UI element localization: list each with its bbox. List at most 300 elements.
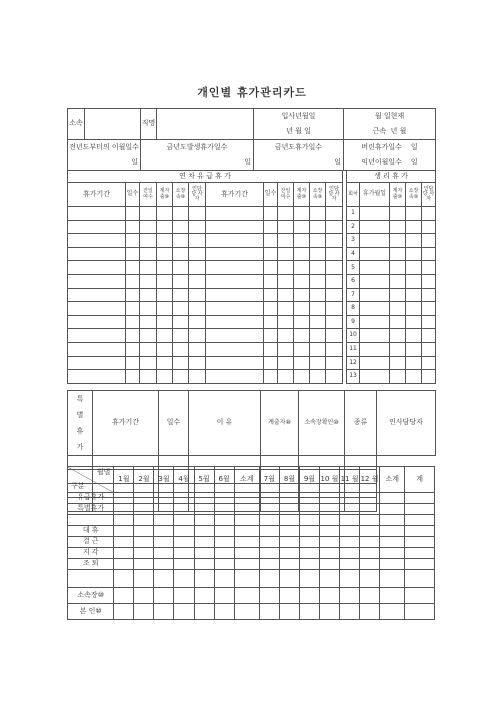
monthly-cell[interactable]: [279, 526, 299, 537]
monthly-cell[interactable]: [214, 537, 234, 548]
monthly-cell[interactable]: [380, 504, 405, 515]
annual-leave-cell[interactable]: [173, 370, 189, 384]
monthly-cell[interactable]: [319, 526, 339, 537]
annual-leave-cell[interactable]: [326, 288, 343, 302]
annual-leave-cell[interactable]: [278, 274, 294, 288]
annual-leave-cell[interactable]: [68, 247, 126, 261]
annual-leave-cell[interactable]: [326, 302, 343, 316]
monthly-cell[interactable]: [174, 493, 194, 504]
monthly-cell[interactable]: [380, 515, 405, 526]
annual-leave-cell[interactable]: [126, 220, 140, 234]
annual-leave-cell[interactable]: [326, 315, 343, 329]
annual-leave-cell[interactable]: [294, 261, 310, 275]
physio-leave-cell[interactable]: [360, 247, 390, 261]
next-year-unit[interactable]: 일: [410, 158, 418, 166]
monthly-cell[interactable]: [114, 515, 134, 526]
physio-leave-cell[interactable]: [360, 207, 390, 221]
annual-leave-cell[interactable]: [310, 274, 326, 288]
physio-leave-cell[interactable]: [390, 261, 406, 275]
monthly-cell[interactable]: [194, 526, 214, 537]
monthly-cell[interactable]: [340, 493, 360, 504]
monthly-cell[interactable]: [279, 604, 299, 620]
annual-leave-cell[interactable]: [278, 315, 294, 329]
monthly-cell[interactable]: [234, 570, 259, 588]
physio-leave-cell[interactable]: [390, 220, 406, 234]
monthly-cell[interactable]: [214, 604, 234, 620]
annual-leave-cell[interactable]: [264, 288, 278, 302]
annual-leave-cell[interactable]: [310, 302, 326, 316]
monthly-cell[interactable]: [340, 604, 360, 620]
monthly-cell[interactable]: [259, 515, 279, 526]
monthly-cell[interactable]: [279, 493, 299, 504]
annual-leave-cell[interactable]: [140, 207, 157, 221]
annual-leave-cell[interactable]: [157, 302, 173, 316]
annual-leave-cell[interactable]: [206, 261, 264, 275]
hire-date-value[interactable]: 년 월 일: [286, 127, 311, 135]
physio-leave-cell[interactable]: [360, 288, 390, 302]
annual-leave-cell[interactable]: [126, 356, 140, 370]
annual-leave-cell[interactable]: [206, 288, 264, 302]
annual-leave-cell[interactable]: [68, 261, 126, 275]
monthly-cell[interactable]: [234, 504, 259, 515]
monthly-cell[interactable]: [194, 559, 214, 570]
monthly-cell[interactable]: [380, 604, 405, 620]
physio-leave-cell[interactable]: [390, 370, 406, 384]
monthly-cell[interactable]: [380, 526, 405, 537]
annual-leave-cell[interactable]: [173, 234, 189, 248]
monthly-cell[interactable]: [259, 526, 279, 537]
monthly-cell[interactable]: [134, 604, 154, 620]
monthly-cell[interactable]: [299, 537, 319, 548]
physio-leave-cell[interactable]: [390, 315, 406, 329]
monthly-cell[interactable]: [360, 515, 380, 526]
annual-leave-cell[interactable]: [294, 207, 310, 221]
annual-leave-cell[interactable]: [189, 234, 206, 248]
annual-leave-cell[interactable]: [68, 288, 126, 302]
monthly-cell[interactable]: [259, 604, 279, 620]
this-year-unit[interactable]: 일: [244, 158, 251, 166]
monthly-cell[interactable]: [405, 515, 435, 526]
monthly-cell[interactable]: [234, 515, 259, 526]
annual-leave-cell[interactable]: [206, 356, 264, 370]
physio-leave-cell[interactable]: [406, 342, 422, 356]
monthly-cell[interactable]: [360, 570, 380, 588]
annual-leave-cell[interactable]: [173, 329, 189, 343]
annual-leave-cell[interactable]: [189, 356, 206, 370]
monthly-cell[interactable]: [154, 570, 174, 588]
as-of-date[interactable]: 월 일현재: [374, 112, 405, 120]
annual-leave-cell[interactable]: [157, 329, 173, 343]
monthly-cell[interactable]: [234, 548, 259, 559]
annual-leave-cell[interactable]: [264, 329, 278, 343]
monthly-cell[interactable]: [194, 504, 214, 515]
physio-leave-cell[interactable]: [360, 261, 390, 275]
annual-leave-cell[interactable]: [294, 274, 310, 288]
monthly-cell[interactable]: [299, 493, 319, 504]
annual-leave-cell[interactable]: [294, 342, 310, 356]
physio-leave-cell[interactable]: [360, 329, 390, 343]
monthly-cell[interactable]: [279, 504, 299, 515]
physio-leave-cell[interactable]: [406, 315, 422, 329]
annual-leave-cell[interactable]: [310, 370, 326, 384]
annual-leave-cell[interactable]: [264, 207, 278, 221]
annual-leave-cell[interactable]: [189, 220, 206, 234]
annual-leave-cell[interactable]: [326, 261, 343, 275]
annual-leave-cell[interactable]: [173, 315, 189, 329]
annual-leave-cell[interactable]: [278, 302, 294, 316]
monthly-cell[interactable]: [299, 588, 319, 604]
monthly-cell[interactable]: [279, 588, 299, 604]
annual-leave-cell[interactable]: [126, 315, 140, 329]
annual-leave-cell[interactable]: [294, 247, 310, 261]
monthly-cell[interactable]: [174, 526, 194, 537]
monthly-cell[interactable]: [194, 548, 214, 559]
monthly-cell[interactable]: [154, 604, 174, 620]
monthly-cell[interactable]: [214, 559, 234, 570]
annual-leave-cell[interactable]: [326, 370, 343, 384]
annual-leave-cell[interactable]: [140, 342, 157, 356]
annual-leave-cell[interactable]: [278, 370, 294, 384]
annual-leave-cell[interactable]: [173, 274, 189, 288]
monthly-cell[interactable]: [194, 493, 214, 504]
monthly-cell[interactable]: [234, 588, 259, 604]
annual-leave-cell[interactable]: [278, 356, 294, 370]
physio-leave-cell[interactable]: [422, 288, 436, 302]
annual-leave-cell[interactable]: [157, 370, 173, 384]
annual-leave-cell[interactable]: [140, 329, 157, 343]
monthly-cell[interactable]: [114, 493, 134, 504]
annual-leave-cell[interactable]: [68, 315, 126, 329]
annual-leave-cell[interactable]: [206, 302, 264, 316]
annual-leave-cell[interactable]: [264, 247, 278, 261]
annual-leave-cell[interactable]: [326, 234, 343, 248]
annual-leave-cell[interactable]: [157, 220, 173, 234]
monthly-cell[interactable]: [234, 537, 259, 548]
monthly-cell[interactable]: [134, 537, 154, 548]
monthly-cell[interactable]: [114, 526, 134, 537]
monthly-cell[interactable]: [154, 537, 174, 548]
annual-leave-cell[interactable]: [278, 207, 294, 221]
annual-leave-cell[interactable]: [189, 342, 206, 356]
annual-leave-cell[interactable]: [326, 207, 343, 221]
monthly-cell[interactable]: [259, 537, 279, 548]
monthly-cell[interactable]: [134, 526, 154, 537]
annual-leave-cell[interactable]: [173, 247, 189, 261]
physio-leave-cell[interactable]: [406, 288, 422, 302]
annual-leave-cell[interactable]: [326, 342, 343, 356]
monthly-cell[interactable]: [134, 559, 154, 570]
physio-leave-cell[interactable]: [390, 329, 406, 343]
physio-leave-cell[interactable]: [390, 302, 406, 316]
monthly-cell[interactable]: [319, 493, 339, 504]
monthly-cell[interactable]: [134, 570, 154, 588]
monthly-cell[interactable]: [194, 604, 214, 620]
physio-leave-cell[interactable]: [390, 288, 406, 302]
physio-leave-cell[interactable]: [422, 329, 436, 343]
monthly-cell[interactable]: [299, 604, 319, 620]
monthly-cell[interactable]: [154, 559, 174, 570]
annual-leave-cell[interactable]: [206, 329, 264, 343]
monthly-cell[interactable]: [279, 515, 299, 526]
forfeited-unit[interactable]: 일: [410, 143, 418, 151]
annual-leave-cell[interactable]: [140, 356, 157, 370]
monthly-cell[interactable]: [340, 504, 360, 515]
monthly-cell[interactable]: [259, 559, 279, 570]
annual-leave-cell[interactable]: [140, 302, 157, 316]
annual-leave-cell[interactable]: [310, 329, 326, 343]
annual-leave-cell[interactable]: [157, 288, 173, 302]
monthly-cell[interactable]: [299, 559, 319, 570]
monthly-cell[interactable]: [319, 504, 339, 515]
monthly-cell[interactable]: [114, 570, 134, 588]
monthly-cell[interactable]: [114, 604, 134, 620]
physio-leave-cell[interactable]: [360, 315, 390, 329]
monthly-cell[interactable]: [259, 570, 279, 588]
annual-leave-cell[interactable]: [189, 302, 206, 316]
monthly-cell[interactable]: [279, 537, 299, 548]
monthly-cell[interactable]: [380, 588, 405, 604]
annual-leave-cell[interactable]: [68, 329, 126, 343]
annual-leave-cell[interactable]: [126, 302, 140, 316]
monthly-cell[interactable]: [154, 526, 174, 537]
annual-leave-cell[interactable]: [278, 247, 294, 261]
physio-leave-cell[interactable]: [390, 274, 406, 288]
monthly-cell[interactable]: [319, 559, 339, 570]
annual-leave-cell[interactable]: [68, 220, 126, 234]
monthly-cell[interactable]: [340, 559, 360, 570]
total-unit[interactable]: 일: [334, 158, 341, 166]
monthly-cell[interactable]: [380, 537, 405, 548]
annual-leave-cell[interactable]: [173, 261, 189, 275]
annual-leave-cell[interactable]: [140, 261, 157, 275]
annual-leave-cell[interactable]: [126, 247, 140, 261]
monthly-cell[interactable]: [405, 559, 435, 570]
annual-leave-cell[interactable]: [157, 315, 173, 329]
physio-leave-cell[interactable]: [406, 274, 422, 288]
monthly-cell[interactable]: [319, 604, 339, 620]
annual-leave-cell[interactable]: [68, 370, 126, 384]
physio-leave-cell[interactable]: [360, 274, 390, 288]
annual-leave-cell[interactable]: [310, 356, 326, 370]
monthly-cell[interactable]: [174, 537, 194, 548]
monthly-cell[interactable]: [380, 559, 405, 570]
annual-leave-cell[interactable]: [310, 261, 326, 275]
annual-leave-cell[interactable]: [140, 315, 157, 329]
annual-leave-cell[interactable]: [278, 342, 294, 356]
annual-leave-cell[interactable]: [68, 207, 126, 221]
annual-leave-cell[interactable]: [173, 302, 189, 316]
monthly-cell[interactable]: [114, 548, 134, 559]
physio-leave-cell[interactable]: [422, 247, 436, 261]
annual-leave-cell[interactable]: [126, 207, 140, 221]
annual-leave-cell[interactable]: [157, 356, 173, 370]
physio-leave-cell[interactable]: [422, 315, 436, 329]
physio-leave-cell[interactable]: [360, 356, 390, 370]
annual-leave-cell[interactable]: [206, 207, 264, 221]
annual-leave-cell[interactable]: [206, 274, 264, 288]
annual-leave-cell[interactable]: [68, 234, 126, 248]
monthly-cell[interactable]: [214, 504, 234, 515]
monthly-cell[interactable]: [360, 548, 380, 559]
annual-leave-cell[interactable]: [310, 207, 326, 221]
physio-leave-cell[interactable]: [390, 342, 406, 356]
annual-leave-cell[interactable]: [189, 315, 206, 329]
monthly-cell[interactable]: [174, 504, 194, 515]
annual-leave-cell[interactable]: [278, 261, 294, 275]
monthly-cell[interactable]: [340, 537, 360, 548]
annual-leave-cell[interactable]: [206, 370, 264, 384]
monthly-cell[interactable]: [194, 515, 214, 526]
monthly-cell[interactable]: [319, 537, 339, 548]
monthly-cell[interactable]: [360, 604, 380, 620]
annual-leave-cell[interactable]: [294, 370, 310, 384]
annual-leave-cell[interactable]: [157, 274, 173, 288]
affiliation-field[interactable]: [85, 109, 141, 140]
annual-leave-cell[interactable]: [206, 315, 264, 329]
physio-leave-cell[interactable]: [390, 356, 406, 370]
monthly-cell[interactable]: [405, 604, 435, 620]
annual-leave-cell[interactable]: [264, 370, 278, 384]
annual-leave-cell[interactable]: [310, 234, 326, 248]
physio-leave-cell[interactable]: [406, 220, 422, 234]
annual-leave-cell[interactable]: [264, 261, 278, 275]
monthly-cell[interactable]: [360, 588, 380, 604]
annual-leave-cell[interactable]: [140, 274, 157, 288]
monthly-cell[interactable]: [134, 548, 154, 559]
monthly-cell[interactable]: [380, 548, 405, 559]
monthly-cell[interactable]: [380, 570, 405, 588]
annual-leave-cell[interactable]: [189, 247, 206, 261]
physio-leave-cell[interactable]: [360, 234, 390, 248]
monthly-cell[interactable]: [114, 588, 134, 604]
monthly-cell[interactable]: [259, 493, 279, 504]
monthly-cell[interactable]: [259, 588, 279, 604]
annual-leave-cell[interactable]: [126, 370, 140, 384]
monthly-cell[interactable]: [174, 515, 194, 526]
annual-leave-cell[interactable]: [310, 247, 326, 261]
monthly-cell[interactable]: [360, 537, 380, 548]
annual-leave-cell[interactable]: [126, 288, 140, 302]
monthly-cell[interactable]: [174, 588, 194, 604]
monthly-cell[interactable]: [405, 504, 435, 515]
annual-leave-cell[interactable]: [140, 234, 157, 248]
monthly-cell[interactable]: [134, 504, 154, 515]
monthly-cell[interactable]: [114, 504, 134, 515]
annual-leave-cell[interactable]: [206, 220, 264, 234]
annual-leave-cell[interactable]: [189, 329, 206, 343]
physio-leave-cell[interactable]: [406, 302, 422, 316]
monthly-cell[interactable]: [174, 548, 194, 559]
annual-leave-cell[interactable]: [264, 234, 278, 248]
monthly-cell[interactable]: [380, 493, 405, 504]
monthly-cell[interactable]: [174, 570, 194, 588]
physio-leave-cell[interactable]: [406, 356, 422, 370]
physio-leave-cell[interactable]: [406, 234, 422, 248]
monthly-cell[interactable]: [214, 570, 234, 588]
physio-leave-cell[interactable]: [422, 220, 436, 234]
monthly-cell[interactable]: [134, 493, 154, 504]
annual-leave-cell[interactable]: [264, 315, 278, 329]
annual-leave-cell[interactable]: [189, 207, 206, 221]
monthly-cell[interactable]: [194, 570, 214, 588]
monthly-cell[interactable]: [405, 588, 435, 604]
annual-leave-cell[interactable]: [264, 342, 278, 356]
monthly-cell[interactable]: [340, 526, 360, 537]
annual-leave-cell[interactable]: [326, 247, 343, 261]
monthly-cell[interactable]: [214, 515, 234, 526]
position-field[interactable]: [157, 109, 254, 140]
monthly-cell[interactable]: [134, 515, 154, 526]
monthly-cell[interactable]: [174, 604, 194, 620]
annual-leave-cell[interactable]: [310, 315, 326, 329]
monthly-cell[interactable]: [340, 588, 360, 604]
monthly-cell[interactable]: [319, 515, 339, 526]
monthly-cell[interactable]: [214, 493, 234, 504]
annual-leave-cell[interactable]: [310, 220, 326, 234]
monthly-cell[interactable]: [299, 548, 319, 559]
physio-leave-cell[interactable]: [422, 356, 436, 370]
monthly-cell[interactable]: [154, 515, 174, 526]
annual-leave-cell[interactable]: [126, 234, 140, 248]
physio-leave-cell[interactable]: [406, 261, 422, 275]
monthly-cell[interactable]: [154, 548, 174, 559]
annual-leave-cell[interactable]: [140, 220, 157, 234]
monthly-cell[interactable]: [319, 588, 339, 604]
annual-leave-cell[interactable]: [310, 342, 326, 356]
annual-leave-cell[interactable]: [126, 342, 140, 356]
annual-leave-cell[interactable]: [140, 247, 157, 261]
monthly-cell[interactable]: [360, 504, 380, 515]
carry-over-unit[interactable]: 일: [131, 158, 138, 166]
annual-leave-cell[interactable]: [68, 356, 126, 370]
annual-leave-cell[interactable]: [278, 288, 294, 302]
monthly-cell[interactable]: [405, 493, 435, 504]
annual-leave-cell[interactable]: [173, 220, 189, 234]
annual-leave-cell[interactable]: [173, 342, 189, 356]
monthly-cell[interactable]: [279, 559, 299, 570]
physio-leave-cell[interactable]: [390, 247, 406, 261]
physio-leave-cell[interactable]: [360, 370, 390, 384]
annual-leave-cell[interactable]: [278, 220, 294, 234]
monthly-cell[interactable]: [299, 526, 319, 537]
annual-leave-cell[interactable]: [294, 315, 310, 329]
physio-leave-cell[interactable]: [422, 207, 436, 221]
annual-leave-cell[interactable]: [189, 288, 206, 302]
annual-leave-cell[interactable]: [264, 356, 278, 370]
monthly-cell[interactable]: [259, 548, 279, 559]
annual-leave-cell[interactable]: [173, 288, 189, 302]
annual-leave-cell[interactable]: [294, 234, 310, 248]
monthly-cell[interactable]: [194, 588, 214, 604]
monthly-cell[interactable]: [259, 504, 279, 515]
monthly-cell[interactable]: [405, 548, 435, 559]
annual-leave-cell[interactable]: [173, 207, 189, 221]
annual-leave-cell[interactable]: [278, 234, 294, 248]
annual-leave-cell[interactable]: [294, 329, 310, 343]
annual-leave-cell[interactable]: [326, 329, 343, 343]
monthly-cell[interactable]: [405, 537, 435, 548]
physio-leave-cell[interactable]: [422, 302, 436, 316]
physio-leave-cell[interactable]: [422, 274, 436, 288]
monthly-cell[interactable]: [299, 515, 319, 526]
monthly-cell[interactable]: [279, 548, 299, 559]
monthly-cell[interactable]: [114, 559, 134, 570]
physio-leave-cell[interactable]: [422, 342, 436, 356]
annual-leave-cell[interactable]: [189, 261, 206, 275]
monthly-cell[interactable]: [154, 504, 174, 515]
annual-leave-cell[interactable]: [264, 274, 278, 288]
monthly-cell[interactable]: [214, 588, 234, 604]
